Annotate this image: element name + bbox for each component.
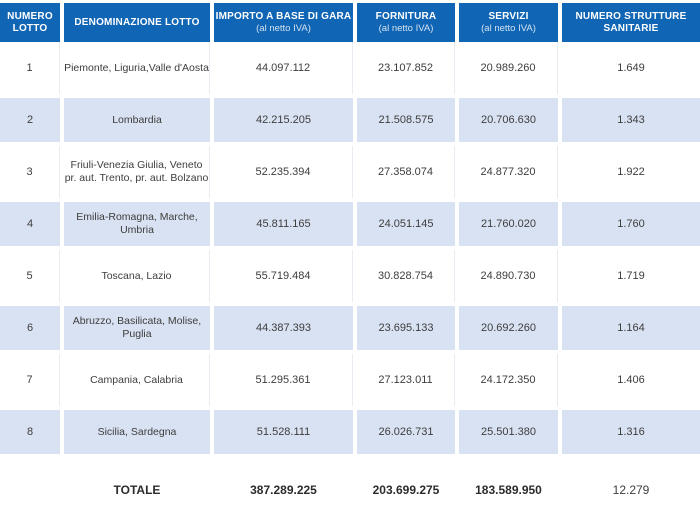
servizi-cell: 20.706.630 [459,98,558,142]
lot-name-cell [64,42,210,94]
header-numero-lotto [0,3,60,42]
lot-number-cell: 3 [0,146,60,198]
header-fornitura [357,3,455,42]
importo-cell: 55.719.484 [214,250,353,302]
lot-name-line: pr. aut. Trento, pr. aut. Bolzano [64,172,209,184]
lot-name-line: Emilia-Romagna, Marche, [76,211,198,223]
lot-name-line: Lombardia [112,113,162,126]
lot-number-cell: 8 [0,410,60,454]
header-label: IMPORTO A BASE DI GARA [215,10,352,22]
lot-name-line: Toscana, Lazio [101,269,172,282]
servizi-cell: 20.989.260 [459,42,558,94]
strutture-cell: 1.343 [562,98,700,142]
header-sublabel: (al netto IVA) [256,22,311,34]
lot-number-cell: 2 [0,98,60,142]
fornitura-cell: 23.695.133 [357,306,455,350]
header-importo-base-gara [214,3,353,42]
totals-importo: 387.289.225 [250,483,317,497]
table-row [0,42,700,94]
lot-name-line: Sicilia, Sardegna [97,425,177,438]
lot-name-cell [64,410,210,454]
importo-cell: 44.387.393 [214,306,353,350]
header-label: DENOMINAZIONE LOTTO [74,16,200,28]
lot-number-cell: 1 [0,42,60,94]
header-sublabel: (al netto IVA) [378,22,434,34]
header-label: LOTTO [12,22,48,34]
header-numero-strutture-sanitarie [562,3,700,42]
lot-name-line: Piemonte, Liguria,Valle d'Aosta [64,61,209,74]
strutture-cell: 1.760 [562,202,700,246]
totals-strutture: 12.279 [612,483,650,497]
servizi-cell: 24.172.350 [459,354,558,406]
strutture-cell: 1.164 [562,306,700,350]
servizi-cell: 25.501.380 [459,410,558,454]
strutture-cell: 1.719 [562,250,700,302]
servizi-cell: 24.877.320 [459,146,558,198]
table-row [0,198,700,250]
table-row [0,94,700,146]
table-totals-row [0,458,700,522]
table-row [0,250,700,302]
fornitura-cell: 26.026.731 [357,410,455,454]
fornitura-cell: 27.123.011 [357,354,455,406]
fornitura-cell: 27.358.074 [357,146,455,198]
importo-cell: 51.528.111 [214,410,353,454]
lot-number-cell: 5 [0,250,60,302]
importo-cell: 44.097.112 [214,42,353,94]
table-row [0,146,700,198]
lot-number-cell: 6 [0,306,60,350]
header-label: SANITARIE [603,22,659,34]
lot-name-line: Abruzzo, Basilicata, Molise, [72,315,202,327]
table-row [0,302,700,354]
totals-servizi: 183.589.950 [475,483,542,497]
strutture-cell: 1.406 [562,354,700,406]
strutture-cell: 1.649 [562,42,700,94]
lot-number-cell: 4 [0,202,60,246]
header-label: NUMERO [7,10,53,22]
importo-cell: 52.235.394 [214,146,353,198]
servizi-cell: 20.692.260 [459,306,558,350]
importo-cell: 51.295.361 [214,354,353,406]
strutture-cell: 1.316 [562,410,700,454]
lot-name-cell [64,202,210,246]
lot-name-line: Friuli-Venezia Giulia, Veneto [70,159,203,171]
fornitura-cell: 21.508.575 [357,98,455,142]
lot-name-line: Campania, Calabria [90,373,183,386]
totals-label: TOTALE [113,483,161,497]
table-row [0,406,700,458]
lot-name-cell [64,306,210,350]
strutture-cell: 1.922 [562,146,700,198]
fornitura-cell: 30.828.754 [357,250,455,302]
header-label: FORNITURA [375,10,437,22]
header-denominazione-lotto [64,3,210,42]
totals-empty-cell [0,458,60,522]
servizi-cell: 24.890.730 [459,250,558,302]
header-label: SERVIZI [488,10,529,22]
lot-number-cell: 7 [0,354,60,406]
header-servizi [459,3,558,42]
header-sublabel: (al netto IVA) [481,22,536,34]
totals-fornitura: 203.699.275 [372,483,440,497]
lot-name-cell [64,354,210,406]
lot-name-cell [64,98,210,142]
lot-name-line: Puglia [122,328,152,340]
lot-name-line: Umbria [120,224,154,236]
table-row [0,354,700,406]
lot-name-cell [64,250,210,302]
fornitura-cell: 24.051.145 [357,202,455,246]
importo-cell: 42.215.205 [214,98,353,142]
servizi-cell: 21.760.020 [459,202,558,246]
lot-name-cell [64,146,210,198]
importo-cell: 45.811.165 [214,202,353,246]
fornitura-cell: 23.107.852 [357,42,455,94]
table-header-row [0,3,700,42]
header-label: NUMERO STRUTTURE [575,10,687,22]
